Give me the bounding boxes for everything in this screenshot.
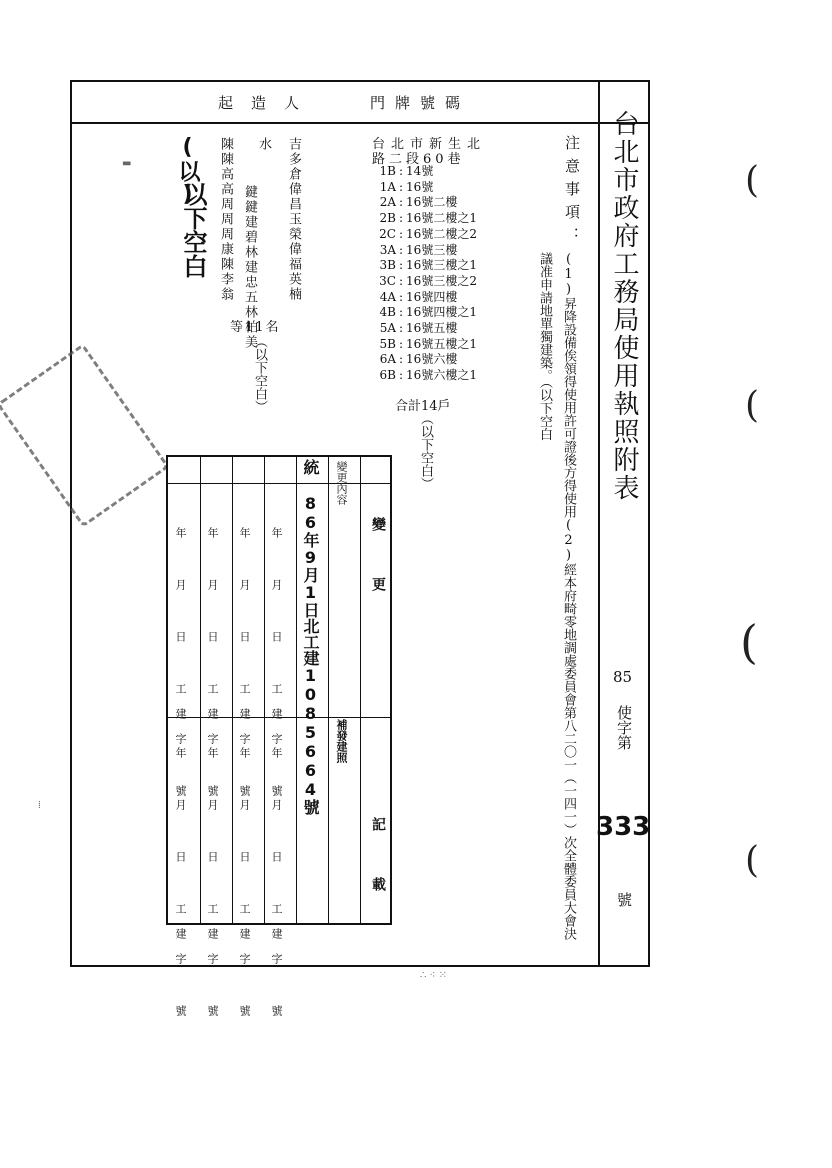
handwritten-paren: (以)	[175, 135, 200, 207]
unit-row: 5A : 16號五樓	[370, 321, 510, 337]
doc-suffix: 號	[615, 892, 633, 907]
unit-floor: 1B	[379, 164, 396, 178]
unit-row: 2A : 16號二樓	[370, 195, 510, 211]
header-char-geng: 更	[370, 577, 386, 591]
unit-row: 4B : 16號四樓之1	[370, 305, 510, 321]
row4b-template: 年 月 日 工建字 號	[238, 747, 251, 1030]
applicant-surnames: 陳陳高高周周周康陳李翁	[218, 137, 233, 302]
unit-number: 16號五樓之1	[406, 336, 477, 351]
unit-floor: 6B	[379, 368, 396, 383]
unit-floor: 6A	[379, 352, 396, 367]
doc-year: 85	[613, 668, 633, 686]
address-line1: 台北市新生北	[372, 137, 487, 152]
doc-number: 333	[596, 812, 651, 842]
units-list	[370, 164, 510, 384]
scan-speck: ∴ ⁖ ⁙	[420, 970, 447, 981]
handwritten-entry: 統 86年9月1日北工建1085664號	[301, 459, 320, 815]
notes-body: (1)昇降設備俟領得使用許可證後方得使用(2)經本府畸零地調處委員會第八二〇一（一四一）次全體委員大會決議准申請地單獨建築。（以下空白	[537, 252, 576, 940]
header-char-ji: 記	[370, 817, 386, 831]
unit-floor: 4A	[379, 289, 396, 304]
unit-floor: 2A	[379, 195, 396, 210]
row3-template: 年 月 日 工建字 號	[270, 527, 283, 810]
unit-row: 3B : 16號三樓之1	[370, 258, 510, 274]
unit-floor: 5A	[379, 321, 396, 336]
row-label-content: 變更內容	[335, 461, 348, 505]
applicants-blank: （以下空白）	[252, 335, 267, 413]
header-divider	[70, 122, 650, 124]
unit-row: 6B : 16號六樓之1	[370, 368, 510, 384]
unit-number: 16號六樓之1	[406, 368, 477, 383]
unit-floor: 3C	[379, 273, 396, 288]
applicant-middle-names: 鍵鍵建碧林建忠五林柏美	[242, 185, 257, 350]
unit-number: 16號三樓之2	[406, 273, 477, 288]
header-char-zai: 載	[370, 877, 386, 891]
unit-row: 1B : 14號	[370, 164, 510, 180]
address-line2: 路二段60巷	[372, 152, 465, 167]
unit-number: 16號二樓之2	[406, 226, 477, 241]
unit-row: 3C : 16號三樓之2	[370, 274, 510, 290]
units-total: 合計14戶	[395, 399, 451, 414]
handwritten-blank: 以下空白	[179, 182, 207, 278]
unit-number: 14號	[406, 164, 434, 178]
row5-template: 年 月 日 工建字 號	[206, 527, 219, 810]
change-record-table	[166, 455, 392, 1030]
units-blank: （以下空白）	[418, 412, 433, 490]
unit-number: 16號	[406, 179, 434, 194]
binder-hole-mark: (	[745, 160, 760, 201]
applicant-header: 起造人	[218, 94, 318, 112]
scan-speck: ▬	[122, 158, 132, 169]
row5b-template: 年 月 日 工建字 號	[206, 747, 219, 1030]
binder-hole-mark: (	[740, 615, 758, 669]
applicant-given-names: 吉多倉偉昌玉榮偉福英楠	[286, 137, 301, 302]
unit-floor: 4B	[379, 305, 396, 320]
unit-number: 16號六樓	[406, 352, 458, 367]
row3b-template: 年 月 日 工建字 號	[270, 747, 283, 1030]
page-title: 台北市政府工務局使用執照附表	[609, 110, 639, 502]
scan-speck: ⁞	[38, 800, 41, 811]
handwritten-note: 補發建照	[335, 719, 348, 763]
unit-number: 16號三樓之1	[406, 258, 477, 273]
unit-floor: 3A	[379, 242, 396, 257]
unit-row: 1A : 16號	[370, 180, 510, 196]
unit-row: 2C : 16號二樓之2	[370, 227, 510, 243]
unit-row: 4A : 16號四樓	[370, 290, 510, 306]
unit-floor: 5B	[379, 336, 396, 351]
unit-floor: 1A	[379, 179, 396, 194]
binder-hole-mark: (	[745, 385, 760, 426]
applicant-surname-extra: 水	[256, 137, 271, 150]
unit-number: 16號二樓	[406, 195, 458, 210]
unit-row: 6A : 16號六樓	[370, 352, 510, 368]
doc-prefix: 使字第	[615, 705, 633, 750]
unit-number: 16號五樓	[406, 321, 458, 336]
notes-heading: 注意事項：	[563, 135, 581, 250]
row6-template: 年 月 日 工建字 號	[174, 527, 187, 810]
unit-number: 16號四樓之1	[406, 305, 477, 320]
unit-number: 16號三樓	[406, 242, 458, 257]
unit-number: 16號四樓	[406, 289, 458, 304]
unit-floor: 2B	[379, 211, 396, 226]
applicant-count: 等11名	[230, 320, 281, 335]
unit-row: 3A : 16號三樓	[370, 243, 510, 259]
row4-template: 年 月 日 工建字 號	[238, 527, 251, 810]
unit-number: 16號二樓之1	[406, 211, 477, 226]
unit-floor: 2C	[379, 226, 396, 241]
unit-floor: 3B	[379, 258, 396, 273]
row6b-template: 年 月 日 工建字 號	[174, 747, 187, 1030]
binder-hole-mark: (	[745, 840, 760, 881]
unit-row: 5B : 16號五樓之1	[370, 337, 510, 353]
unit-row: 2B : 16號二樓之1	[370, 211, 510, 227]
header-char-bian: 變	[370, 517, 386, 531]
doorplate-header: 門牌號碼	[370, 94, 471, 112]
